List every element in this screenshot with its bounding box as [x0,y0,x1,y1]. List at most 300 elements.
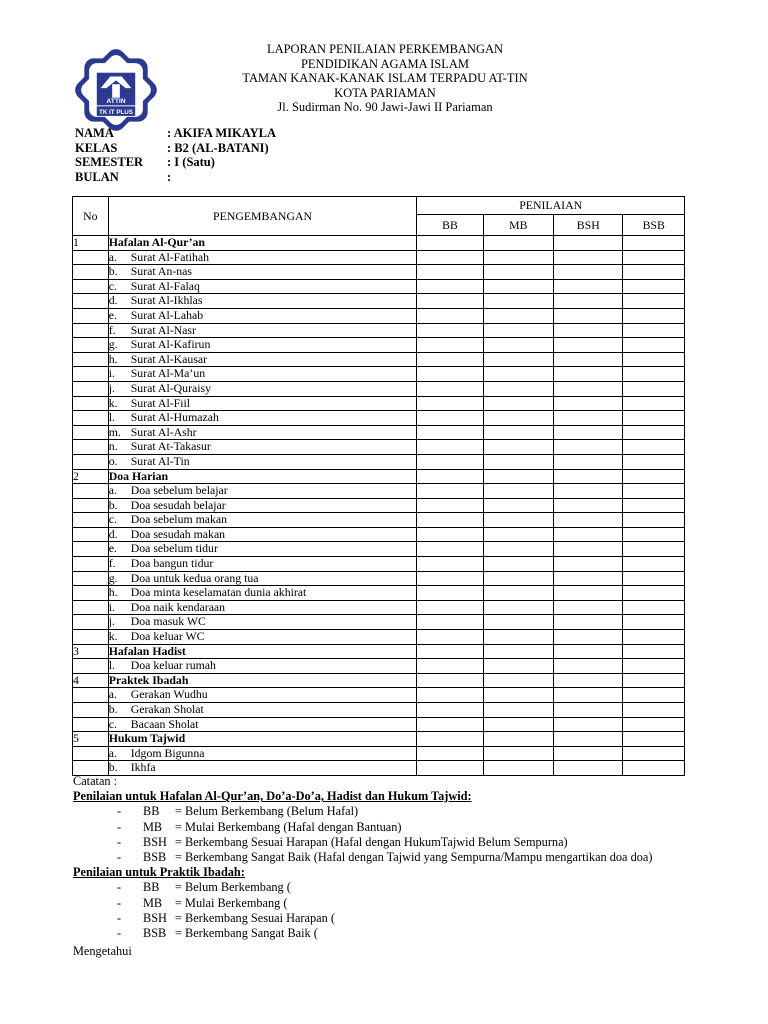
item-letter: a. [108,745,117,760]
table-row [73,600,685,615]
item-score-mb [483,717,553,732]
item-letter: o. [108,453,118,468]
item-score-bsh [554,279,623,294]
item-score-mb [483,265,553,280]
item-text: Surat Al-Tin [130,453,190,468]
table-row [73,557,685,572]
item-letter: l. [108,410,115,425]
section-row [73,236,685,251]
item-label [108,250,417,265]
header-school: TAMAN KANAK-KANAK ISLAM TERPADU AT-TIN [242,71,528,85]
item-score-bsb [623,746,685,761]
item-letter: b. [108,264,118,279]
item-letter: i. [108,366,115,381]
item-letter: a. [108,687,117,702]
item-label [108,703,417,718]
section-number: 4 [73,673,109,688]
item-score-bsb [623,265,685,280]
item-label [108,484,417,499]
item-letter: e. [108,307,117,322]
item-label [108,425,417,440]
item-score-bb [417,571,483,586]
item-score-bsh [554,381,623,396]
section-row [73,673,685,688]
table-row [73,746,685,761]
item-score-bsh [554,527,623,542]
item-text: Surat Al-Nasr [130,322,196,337]
item-text: Surat Al-Fiil [130,395,191,410]
info-row-semester: SEMESTER : I (Satu) [75,155,215,169]
section-score-mb [483,236,553,251]
item-score-bb [417,600,483,615]
item-label [108,717,417,732]
item-score-bsh [554,542,623,557]
table-row [73,323,685,338]
item-score-mb [483,542,553,557]
legend-item [73,820,652,835]
section-number: 1 [73,236,109,251]
row-number-empty [73,352,109,367]
col-header-bsh: BSH [554,215,623,236]
item-text: Surat At-Takasur [130,439,211,454]
section-title: Praktek Ibadah [108,673,417,688]
info-row-kelas: KELAS : B2 (AL-BATANI) [75,140,269,155]
item-score-bsb [623,454,685,469]
item-score-bsh [554,338,623,353]
item-score-bb [417,746,483,761]
legend-description: = Belum Berkembang ( [175,880,291,895]
legend-description: = Belum Berkembang (Belum Hafal) [175,804,359,819]
item-label [108,279,417,294]
item-score-bsb [623,440,685,455]
logo-bottom-text: TK IT PLUS [99,109,133,116]
item-score-bsh [554,265,623,280]
item-label [108,323,417,338]
section-title: Hafalan Hadist [108,644,417,659]
item-label [108,586,417,601]
row-number-empty [73,659,109,674]
item-letter: c. [108,278,117,293]
item-label [108,352,417,367]
item-score-bsb [623,527,685,542]
item-letter: b. [108,497,118,512]
item-letter: a. [108,483,117,498]
item-score-bb [417,440,483,455]
table-row [73,294,685,309]
legend-code: BSH [143,834,167,849]
item-score-mb [483,367,553,382]
item-score-bsh [554,630,623,645]
item-score-bsb [623,659,685,674]
footer-mengetahui: Mengetahui [73,944,132,959]
item-letter: k. [108,395,118,410]
notes-list-ibadah [73,880,652,941]
col-header-penilaian: PENILAIAN [417,197,685,215]
table-row [73,571,685,586]
legend-item [73,880,652,895]
legend-dash: - [117,834,122,849]
legend-dash: - [117,895,122,910]
item-score-bsb [623,381,685,396]
info-row-nama: NAMA : AKIFA MIKAYLA [75,126,277,140]
row-number-empty [73,571,109,586]
row-number-empty [73,425,109,440]
item-letter: k. [108,629,118,644]
section-row [73,469,685,484]
col-header-pengembangan: PENGEMBANGAN [108,197,417,236]
row-number-empty [73,279,109,294]
section-score-bsb [623,644,685,659]
item-text: Idgom Bigunna [130,745,205,760]
item-text: Surat Al-Humazah [130,410,219,425]
item-score-mb [483,484,553,499]
item-text: Doa sesudah makan [130,526,226,541]
item-score-bb [417,542,483,557]
item-label [108,571,417,586]
item-score-bsh [554,250,623,265]
row-number-empty [73,717,109,732]
legend-dash: - [117,880,122,895]
table-row [73,352,685,367]
item-score-mb [483,513,553,528]
col-header-bsb: BSB [623,215,685,236]
col-header-mb: MB [483,215,553,236]
section-score-mb [483,644,553,659]
item-score-bb [417,557,483,572]
legend-item [73,835,652,850]
item-text: Surat Al-Lahab [130,307,204,322]
notes-heading-ibadah: Penilaian untuk Praktik Ibadah: [73,865,245,880]
row-number-empty [73,294,109,309]
table-row [73,425,685,440]
section-row [73,732,685,747]
item-score-bb [417,688,483,703]
item-score-bsb [623,323,685,338]
header-title: LAPORAN PENILAIAN PERKEMBANGAN [266,42,504,56]
section-number: 2 [73,469,109,484]
item-letter: g. [108,570,118,585]
item-score-bb [417,630,483,645]
item-label [108,440,417,455]
item-score-bsb [623,294,685,309]
item-label [108,411,417,426]
section-score-bsb [623,732,685,747]
item-score-bsb [623,352,685,367]
row-number-empty [73,513,109,528]
row-number-empty [73,396,109,411]
section-title: Hukum Tajwid [108,732,417,747]
item-score-mb [483,746,553,761]
item-score-bb [417,294,483,309]
table-row [73,484,685,499]
legend-item [73,804,652,819]
row-number-empty [73,484,109,499]
item-text: Surat An-nas [130,264,193,279]
row-number-empty [73,265,109,280]
item-score-bb [417,396,483,411]
table-row [73,411,685,426]
item-score-bsh [554,411,623,426]
item-score-bsb [623,308,685,323]
item-score-bsb [623,396,685,411]
item-text: Doa naik kendaraan [130,599,226,614]
legend-dash: - [117,910,122,925]
item-text: Gerakan Wudhu [130,687,208,702]
item-score-mb [483,659,553,674]
item-score-bb [417,265,483,280]
item-score-mb [483,527,553,542]
section-score-mb [483,469,553,484]
table-row [73,367,685,382]
item-score-bb [417,323,483,338]
legend-description: = Berkembang Sangat Baik ( [175,925,318,940]
row-number-empty [73,586,109,601]
info-row-bulan: BULAN : [75,169,172,184]
item-score-bsh [554,571,623,586]
item-text: Doa sebelum makan [130,512,228,527]
item-letter: f. [108,322,116,337]
section-score-bsh [554,469,623,484]
item-score-bb [417,513,483,528]
item-score-bsh [554,294,623,309]
item-text: Surat Al-Ma’un [130,366,206,381]
item-score-bsh [554,717,623,732]
item-text: Surat Al-Ashr [130,424,197,439]
section-score-bb [417,732,483,747]
row-number-empty [73,250,109,265]
item-label [108,557,417,572]
item-score-bsb [623,484,685,499]
item-label [108,294,417,309]
item-letter: i. [108,599,115,614]
report-header [190,42,580,115]
item-score-bsh [554,484,623,499]
item-letter: j. [108,380,115,395]
item-text: Doa sesudah belajar [130,497,226,512]
section-score-bsh [554,236,623,251]
table-row [73,615,685,630]
item-score-bb [417,659,483,674]
legend-description: = Berkembang Sesuai Harapan ( [175,910,335,925]
item-score-bb [417,308,483,323]
item-score-mb [483,411,553,426]
row-number-empty [73,542,109,557]
item-letter: d. [108,293,118,308]
table-row [73,542,685,557]
item-score-bsh [554,586,623,601]
item-score-bb [417,425,483,440]
assessment-table [72,196,685,776]
item-score-mb [483,703,553,718]
item-score-bsb [623,542,685,557]
table-row [73,265,685,280]
table-row [73,250,685,265]
item-letter: b. [108,702,118,716]
item-score-bsb [623,600,685,615]
table-row [73,396,685,411]
item-score-bb [417,250,483,265]
item-label [108,338,417,353]
item-score-mb [483,425,553,440]
item-text: Surat Al-Kafirun [130,337,211,352]
item-score-mb [483,586,553,601]
item-score-mb [483,615,553,630]
section-title: Hafalan Al-Qur’an [108,236,417,251]
item-score-bsh [554,352,623,367]
section-score-bb [417,673,483,688]
item-label [108,513,417,528]
item-label [108,498,417,513]
item-score-bb [417,484,483,499]
item-score-mb [483,571,553,586]
item-score-bsb [623,367,685,382]
table-row [73,688,685,703]
item-score-bb [417,338,483,353]
item-score-bb [417,279,483,294]
legend-code: BSB [143,849,167,864]
legend-description: = Mulai Berkembang ( [175,895,288,910]
row-number-empty [73,688,109,703]
item-score-bsb [623,557,685,572]
legend-dash: - [117,849,122,864]
section-score-bsb [623,469,685,484]
section-score-bsh [554,673,623,688]
section-score-bb [417,236,483,251]
legend-dash: - [117,804,122,819]
item-score-mb [483,381,553,396]
item-score-bsb [623,498,685,513]
row-number-empty [73,615,109,630]
table-row [73,630,685,645]
item-text: Doa minta keselamatan dunia akhirat [130,585,307,600]
item-score-bsh [554,615,623,630]
section-score-bsh [554,732,623,747]
table-row [73,498,685,513]
row-number-empty [73,454,109,469]
item-text: Doa keluar WC [130,629,205,644]
item-score-bb [417,381,483,396]
item-text: Doa masuk WC [130,614,206,629]
item-score-bsb [623,688,685,703]
item-letter: n. [108,439,118,454]
item-label [108,542,417,557]
item-score-bsh [554,746,623,761]
legend-dash: - [117,819,122,834]
item-score-mb [483,396,553,411]
item-score-mb [483,600,553,615]
item-score-bsh [554,396,623,411]
item-score-bsb [623,425,685,440]
section-score-bsb [623,673,685,688]
item-label [108,527,417,542]
item-letter: a. [108,249,117,264]
item-score-bb [417,498,483,513]
legend-code: MB [143,895,163,910]
item-score-bsh [554,513,623,528]
item-score-bb [417,352,483,367]
col-header-bb: BB [417,215,483,236]
item-score-mb [483,308,553,323]
item-score-mb [483,352,553,367]
item-letter: l. [108,658,115,673]
item-label [108,265,417,280]
item-score-bb [417,527,483,542]
section-number: 5 [73,732,109,747]
legend-code: MB [143,819,163,834]
item-text: Bacaan Sholat [130,716,199,731]
header-city: KOTA PARIAMAN [334,85,436,100]
item-score-bsb [623,586,685,601]
item-text: Surat Al-Quraisy [130,380,212,395]
legend-item [73,850,652,865]
section-score-bsh [554,644,623,659]
item-score-bsh [554,367,623,382]
school-emblem-icon [68,42,164,138]
item-label [108,688,417,703]
item-letter: h. [108,585,118,600]
table-row [73,513,685,528]
item-letter: f. [108,556,116,571]
item-text: Doa sebelum tidur [130,541,218,556]
item-letter: d. [108,526,118,541]
item-score-mb [483,454,553,469]
item-score-bb [417,615,483,630]
legend-description: = Berkembang Sesuai Harapan (Hafal dengan HukumTajwid Belum Sempurna) [175,834,568,849]
item-label [108,746,417,761]
item-score-mb [483,338,553,353]
row-number-empty [73,557,109,572]
row-number-empty [73,498,109,513]
item-score-bsb [623,513,685,528]
item-text: Gerakan Sholat [130,702,204,716]
item-text: Ikhfa [130,760,156,775]
item-text: Doa sebelum belajar [130,483,228,498]
item-score-mb [483,294,553,309]
item-score-bsb [623,615,685,630]
item-text: Surat Al-Fatihah [130,249,210,264]
row-number-empty [73,323,109,338]
item-score-bb [417,717,483,732]
table-row [73,308,685,323]
item-text: Surat Al-Kausar [130,351,208,366]
item-score-bsb [623,411,685,426]
item-score-bsb [623,571,685,586]
section-row [73,644,685,659]
table-row [73,454,685,469]
item-text: Surat Al-Ikhlas [130,293,203,308]
item-label [108,615,417,630]
legend-code: BB [143,804,160,819]
table-row [73,659,685,674]
table-row [73,279,685,294]
row-number-empty [73,703,109,718]
item-letter: j. [108,614,115,629]
notes-section [73,774,652,959]
item-score-bsb [623,717,685,732]
row-number-empty [73,527,109,542]
row-number-empty [73,338,109,353]
item-label [108,396,417,411]
row-number-empty [73,411,109,426]
item-score-bsb [623,703,685,718]
item-score-mb [483,440,553,455]
item-score-mb [483,630,553,645]
legend-item [73,896,652,911]
item-text: Doa keluar rumah [130,658,216,673]
section-score-bb [417,469,483,484]
item-label [108,659,417,674]
legend-description: = Mulai Berkembang (Hafal dengan Bantuan) [175,819,402,834]
